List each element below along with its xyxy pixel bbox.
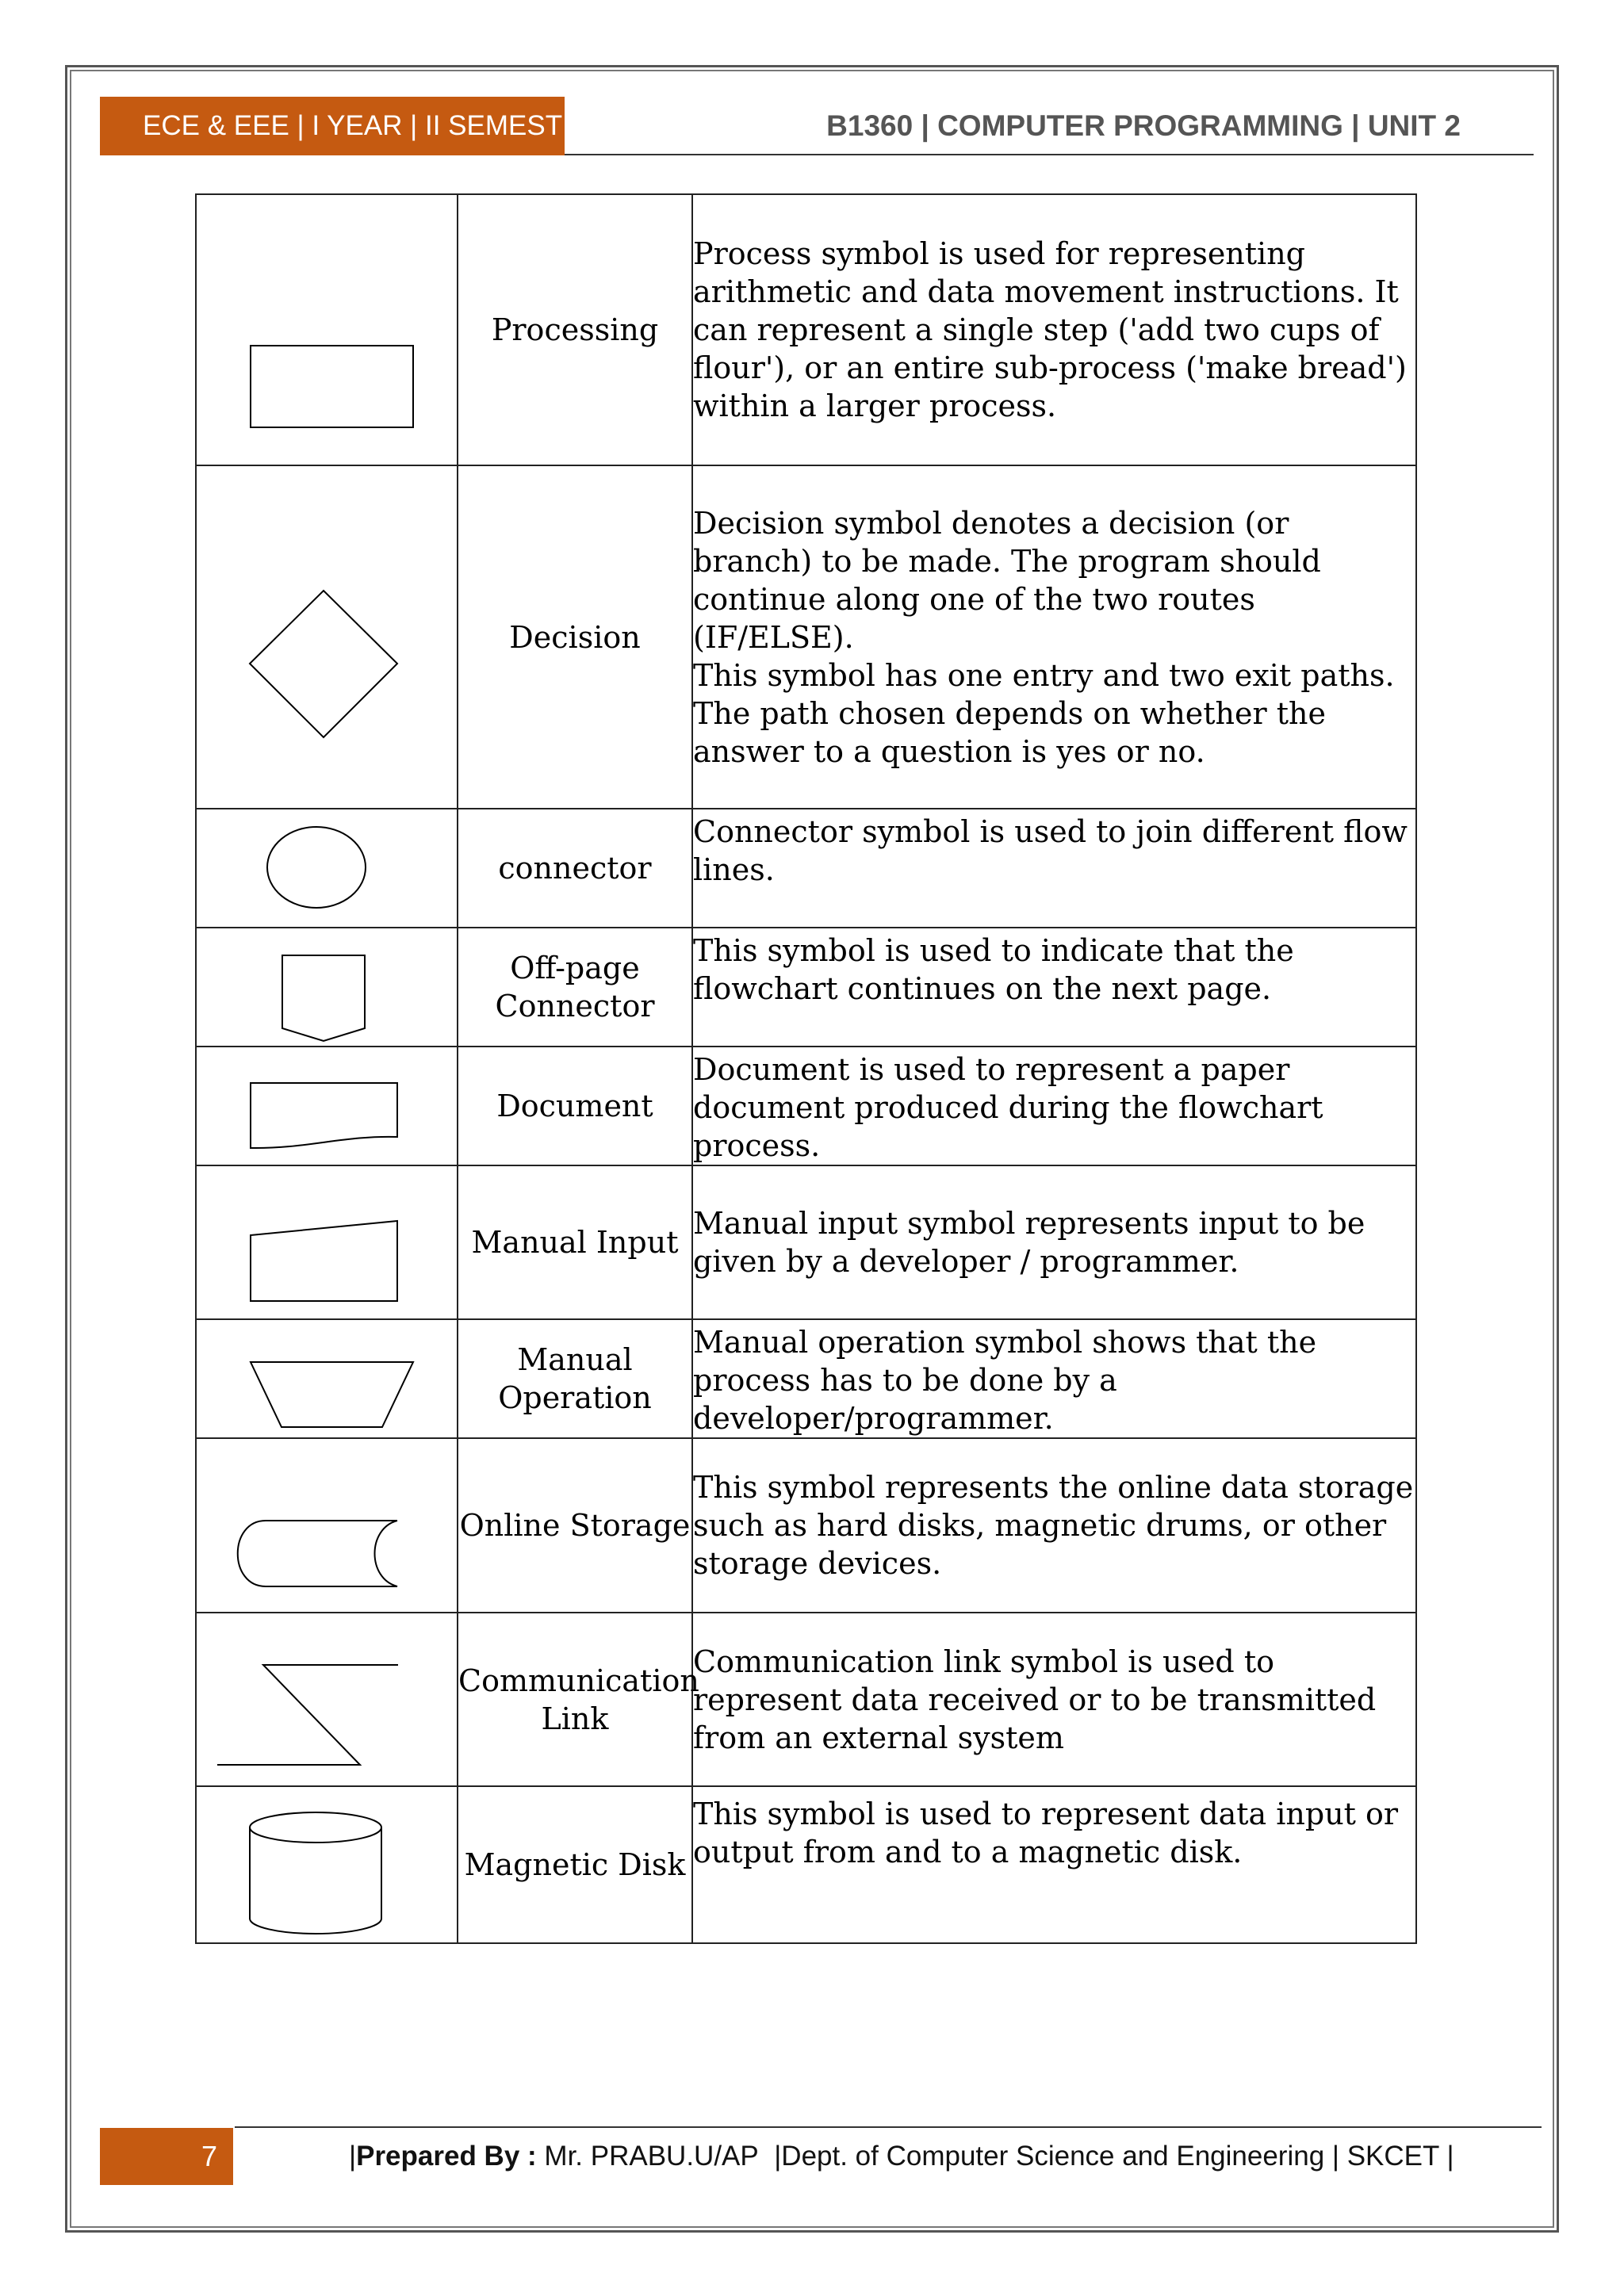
symbol-description: Decision symbol denotes a decision (or branch) to be made. The program should continue along one of the two routes (IF/ELSE). This symbol has one entry and two exit paths. The path chosen depends on whether the answer to a question is yes or no. [692, 465, 1416, 809]
table-row [196, 1047, 1416, 1165]
manual-operation-icon [197, 1321, 457, 1437]
header-subject-title: B1360 | COMPUTER PROGRAMMING | UNIT 2 [826, 109, 1461, 142]
table-row [196, 1319, 1416, 1438]
flowchart-symbols-table [195, 193, 1417, 1944]
symbol-description: This symbol represents the online data storage such as hard disks, magnetic drums, or other storage devices. [692, 1438, 1416, 1613]
symbol-cell [196, 928, 458, 1047]
symbol-name: Off-page Connector [458, 928, 692, 1047]
symbol-name: Manual Operation [458, 1319, 692, 1438]
symbol-cell [196, 1438, 458, 1613]
symbol-cell [196, 809, 458, 928]
symbol-cell [196, 1047, 458, 1165]
symbol-description: Communication link symbol is used to represent data received or to be transmitted from an external system [692, 1613, 1416, 1786]
symbol-name: Online Storage [458, 1438, 692, 1613]
table-row [196, 465, 1416, 809]
symbol-cell [196, 1165, 458, 1319]
symbol-description: Manual operation symbol shows that the process has to be done by a developer/programmer. [692, 1319, 1416, 1438]
table-row [196, 1438, 1416, 1613]
symbol-name: Communication Link [458, 1613, 692, 1786]
prepared-by-label: Prepared By : [356, 2141, 537, 2172]
online-storage-icon [197, 1439, 457, 1612]
communication-link-icon [197, 1613, 457, 1785]
manual-input-icon [197, 1166, 457, 1318]
page-number: 7 [100, 2128, 233, 2185]
table-row [196, 809, 1416, 928]
header-course-badge: ECE & EEE | I YEAR | II SEMESTER [100, 97, 565, 155]
symbol-cell [196, 1613, 458, 1786]
symbol-cell [196, 465, 458, 809]
off-page-connector-icon [197, 928, 457, 1046]
symbol-description: This symbol is used to indicate that the flowchart continues on the next page. [692, 928, 1416, 1047]
diamond-icon [197, 466, 457, 808]
document-icon [197, 1050, 457, 1162]
symbol-name: Document [458, 1047, 692, 1165]
symbol-description: Connector symbol is used to join different flow lines. [692, 809, 1416, 928]
circle-icon [197, 809, 457, 927]
symbol-name: Manual Input [458, 1165, 692, 1319]
symbol-description: Document is used to represent a paper document produced during the flowchart process. [692, 1047, 1416, 1165]
table-row [196, 1165, 1416, 1319]
symbol-description: Process symbol is used for representing arithmetic and data movement instructions. It can represent a single step ('add two cups of flour'), or an entire sub-process ('make bread') within a larger process. [692, 194, 1416, 465]
rectangle-icon [197, 195, 457, 465]
header-rule [565, 154, 1534, 155]
symbol-name: Magnetic Disk [458, 1786, 692, 1943]
author-name: Mr. PRABU.U/AP [536, 2141, 759, 2172]
table-row [196, 194, 1416, 465]
department-info: |Dept. of Computer Science and Engineering | SKCET | [774, 2141, 1454, 2172]
table-row [196, 1786, 1416, 1943]
symbol-description: Manual input symbol represents input to be given by a developer / programmer. [692, 1165, 1416, 1319]
symbol-cell [196, 1319, 458, 1438]
table-row [196, 928, 1416, 1047]
table-row [196, 1613, 1416, 1786]
footer-rule [235, 2126, 1542, 2128]
symbol-cell [196, 1786, 458, 1943]
symbol-name: connector [458, 809, 692, 928]
symbol-name: Decision [458, 465, 692, 809]
symbol-cell [196, 194, 458, 465]
symbol-name: Processing [458, 194, 692, 465]
magnetic-disk-icon [197, 1787, 457, 1942]
symbol-description: This symbol is used to represent data input or output from and to a magnetic disk. [692, 1786, 1416, 1943]
footer-credits: |Prepared By : Mr. PRABU.U/AP |Dept. of Computer Science and Engineering | SKCET | [349, 2141, 1454, 2172]
